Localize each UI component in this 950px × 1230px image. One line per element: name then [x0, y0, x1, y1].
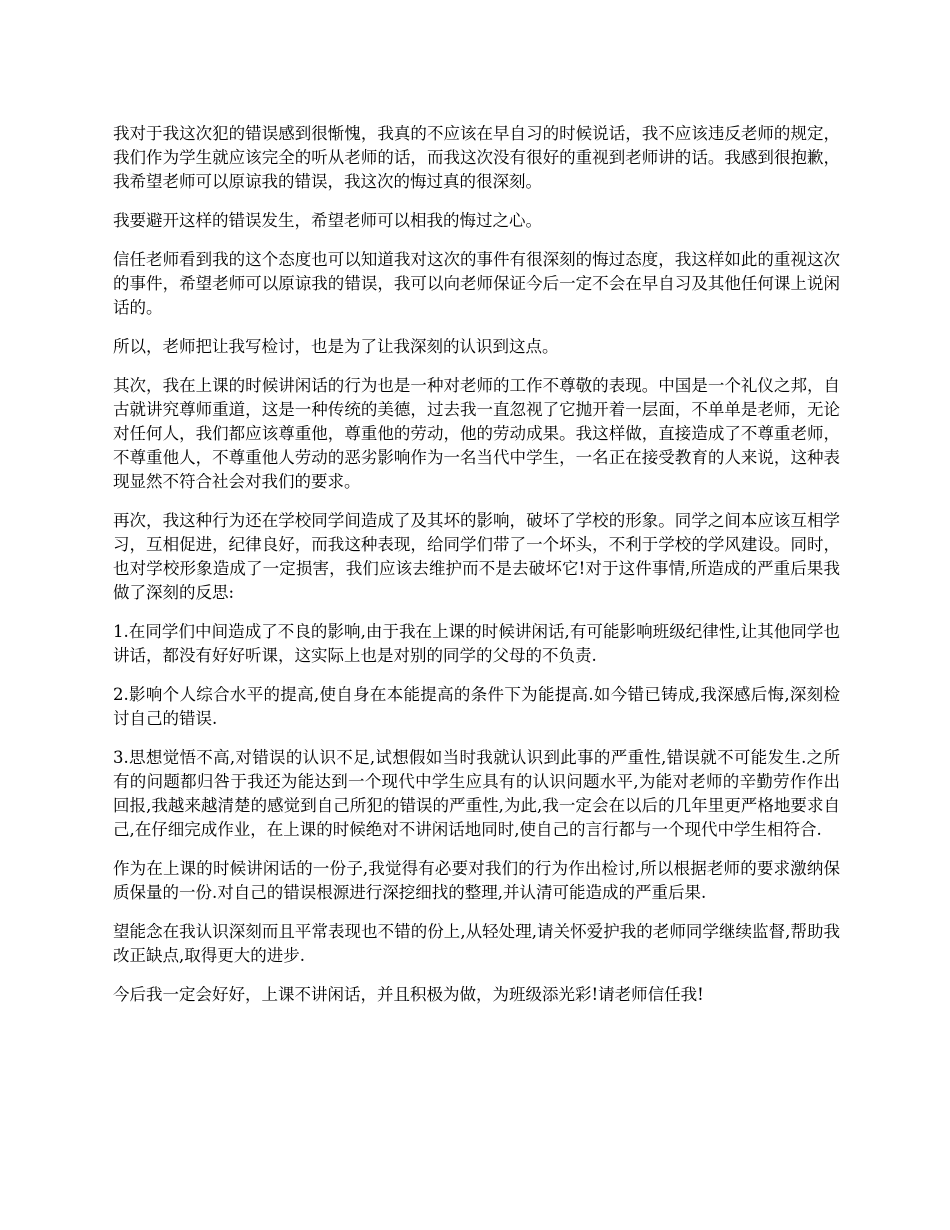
paragraph-10: 作为在上课的时候讲闲话的一份子,我觉得有必要对我们的行为作出检讨,所以根据老师的要求激纳保质保量的一份.对自己的错误根源进行深挖细找的整理,并认清可能造成的严重后果. — [113, 859, 840, 902]
paragraph-4: 所以，老师把让我写检讨，也是为了让我深刻的认识到这点。 — [113, 337, 559, 356]
paragraph-5: 其次，我在上课的时候讲闲话的行为也是一种对老师的工作不尊敬的表现。中国是一个礼仪之邦，自古就讲究尊师重道，这是一种传统的美德，过去我一直忽视了它抛开着一层面，不单单是老师，无论对任何人，我们都应该尊重他，尊重他的劳动，他的劳动成果。我这样做，直接造成了不尊重老师，不尊重他人，不尊重他人劳动的恶劣影响作为一名当代中学生，一名正在接受教育的人来说，这种表现显然不符合社会对我们的要求。 — [113, 376, 840, 491]
paragraph-6: 再次，我这种行为还在学校同学间造成了及其坏的影响，破坏了学校的形象。同学之间本应该互相学习，互相促进，纪律良好，而我这种表现，给同学们带了一个坏头，不利于学校的学风建设。同时，也对学校形象造成了一定损害，我们应该去维护而不是去破坏它!对于这件事情,所造成的严重后果我做了深刻的反思: — [113, 511, 840, 602]
paragraph-1: 我对于我这次犯的错误感到很惭愧，我真的不应该在早自习的时候说话，我不应该违反老师的规定，我们作为学生就应该完全的听从老师的话，而我这次没有很好的重视到老师讲的话。我感到很抱歉，我希望老师可以原谅我的错误，我这次的悔过真的很深刻。 — [113, 124, 840, 191]
paragraph-3: 信任老师看到我的这个态度也可以知道我对这次的事件有很深刻的悔过态度，我这样如此的重视这次的事件，希望老师可以原谅我的错误，我可以向老师保证今后一定不会在早自习及其他任何课上说闲话的。 — [113, 250, 840, 317]
paragraph-7: 1.在同学们中间造成了不良的影响,由于我在上课的时候讲闲话,有可能影响班级纪律性,让其他同学也讲话，都没有好好听课，这实际上也是对别的同学的父母的不负责. — [113, 622, 840, 665]
paragraph-2: 我要避开这样的错误发生，希望老师可以相我的悔过之心。 — [113, 211, 542, 230]
paragraph-8: 2.影响个人综合水平的提高,使自身在本能提高的条件下为能提高.如今错已铸成,我深感后悔,深刻检讨自己的错误. — [113, 685, 840, 728]
paragraph-12: 今后我一定会好好，上课不讲闲话，并且积极为做，为班级添光彩!请老师信任我! — [113, 985, 704, 1004]
paragraph-9: 3.思想觉悟不高,对错误的认识不足,试想假如当时我就认识到此事的严重性,错误就不可能发生.之所有的问题都归咎于我还为能达到一个现代中学生应具有的认识问题水平,为能对老师的辛勤劳作作出回报,我越来越清楚的感觉到自己所犯的错误的严重性,为此,我一定会在以后的几年里更严格地要求自己,在仔细完成作业，在上课的时候绝对不讲闲话地同时,使自己的言行都与一个现代中学生相符合. — [113, 748, 840, 839]
paragraph-11: 望能念在我认识深刻而且平常表现也不错的份上,从轻处理,请关怀爱护我的老师同学继续监督,帮助我改正缺点,取得更大的进步. — [113, 922, 840, 965]
document-body — [113, 122, 840, 1022]
